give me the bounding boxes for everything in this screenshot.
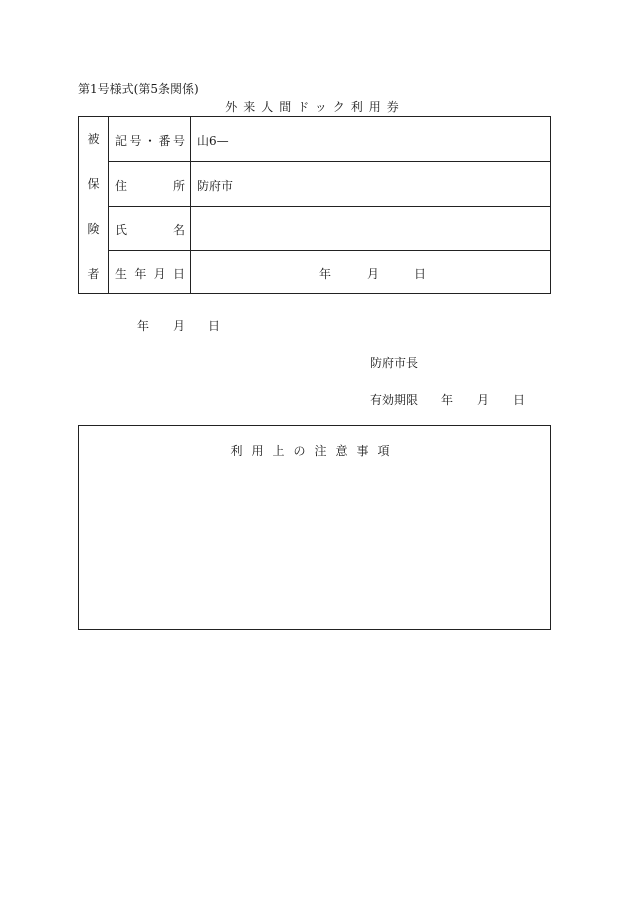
insured-side-char: 被 (87, 132, 100, 146)
table-divider (108, 161, 550, 162)
document-title: 外来人間ドック利用券 (225, 100, 405, 114)
issue-year-unit: 年 (137, 319, 150, 333)
validity-month-unit: 月 (477, 393, 490, 407)
table-divider (190, 117, 191, 293)
birth-year-unit: 年 (319, 267, 332, 281)
validity-label: 有効期限 (370, 393, 419, 407)
birth-date-label: 生 年 月 日 (115, 267, 185, 281)
table-divider (108, 117, 109, 293)
birth-day-unit: 日 (414, 267, 427, 281)
symbol-number-value: 山6— (197, 134, 229, 148)
symbol-number-label: 記 号 ・ 番 号 (115, 134, 185, 148)
insured-side-char: 険 (87, 222, 100, 236)
issuer-name: 防府市長 (370, 356, 419, 370)
name-label: 氏 名 (115, 223, 185, 237)
insured-side-char: 保 (87, 177, 100, 191)
birth-month-unit: 月 (367, 267, 380, 281)
validity-day-unit: 日 (513, 393, 526, 407)
usage-notes-title: 利用上の注意事項 (230, 444, 399, 458)
issue-month-unit: 月 (173, 319, 186, 333)
usage-notes-box (78, 425, 551, 630)
address-label: 住 所 (115, 179, 185, 193)
insured-side-char: 者 (87, 267, 100, 281)
table-divider (108, 250, 550, 251)
table-divider (108, 206, 550, 207)
insured-person-table (78, 116, 551, 294)
address-value: 防府市 (197, 179, 234, 193)
validity-year-unit: 年 (441, 393, 454, 407)
form-number-label: 第1号様式(第5条関係) (78, 82, 199, 96)
issue-day-unit: 日 (208, 319, 221, 333)
